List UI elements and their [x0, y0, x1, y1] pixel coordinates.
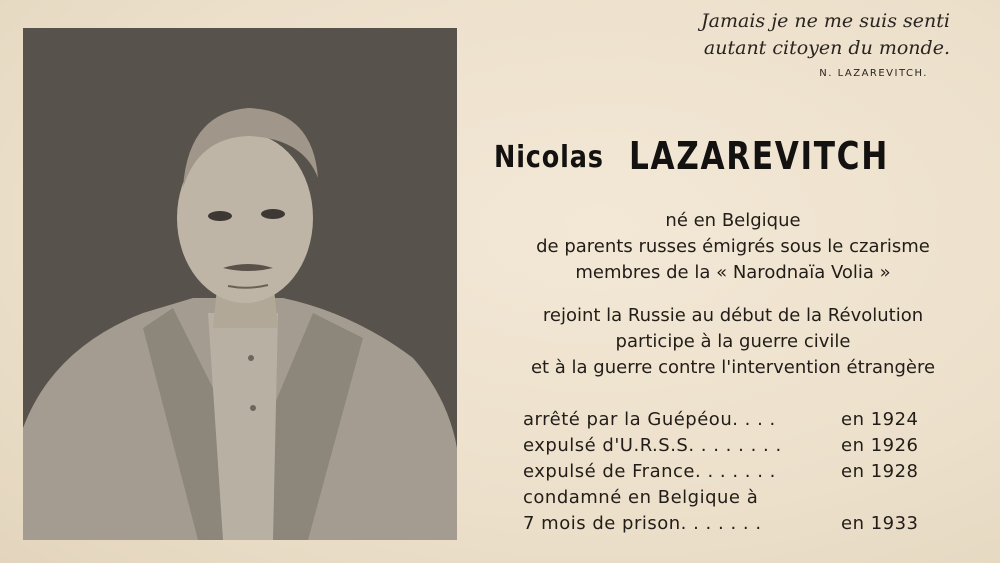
timeline-year: en 1924: [841, 409, 919, 430]
timeline-row: [523, 459, 963, 485]
bio-origin: [488, 208, 978, 286]
bio-line: de parents russes émigrés sous le czarisme: [536, 236, 930, 257]
bio-line: né en Belgique: [665, 210, 801, 231]
timeline-year: en 1928: [841, 461, 919, 482]
timeline-row: [523, 407, 963, 433]
portrait-illustration: [23, 28, 457, 540]
last-name: LAZAREVITCH: [629, 134, 889, 178]
bio-line: rejoint la Russie au début de la Révolution: [542, 305, 924, 326]
timeline-event: 7 mois de prison. . . . . . .: [523, 513, 762, 534]
timeline-row: [523, 485, 963, 511]
quote-line-1: Jamais je ne me suis senti: [701, 10, 950, 32]
bio-line: participe à la guerre civile: [615, 331, 851, 352]
timeline-year: en 1933: [841, 513, 919, 534]
timeline: [523, 407, 963, 537]
bio-revolution: [488, 303, 978, 381]
bio-line: et à la guerre contre l'intervention étrangère: [530, 357, 936, 378]
timeline-row: [523, 511, 963, 537]
first-name: Nicolas: [494, 140, 604, 175]
timeline-event: expulsé de France. . . . . . .: [523, 461, 776, 482]
timeline-event: expulsé d'U.R.S.S. . . . . . . .: [523, 435, 782, 456]
timeline-year: en 1926: [841, 435, 919, 456]
timeline-event: arrêté par la Guépéou. . . .: [523, 409, 776, 430]
bio-line: membres de la « Narodnaïa Volia »: [575, 262, 891, 283]
portrait-photo: [23, 28, 457, 540]
quote-author: N. LAZAREVITCH.: [819, 68, 928, 79]
person-name: [494, 134, 954, 178]
epigraph-quote: [701, 8, 950, 62]
timeline-row: [523, 433, 963, 459]
quote-line-2: autant citoyen du monde.: [703, 37, 950, 59]
timeline-event: condamné en Belgique à: [523, 487, 759, 508]
